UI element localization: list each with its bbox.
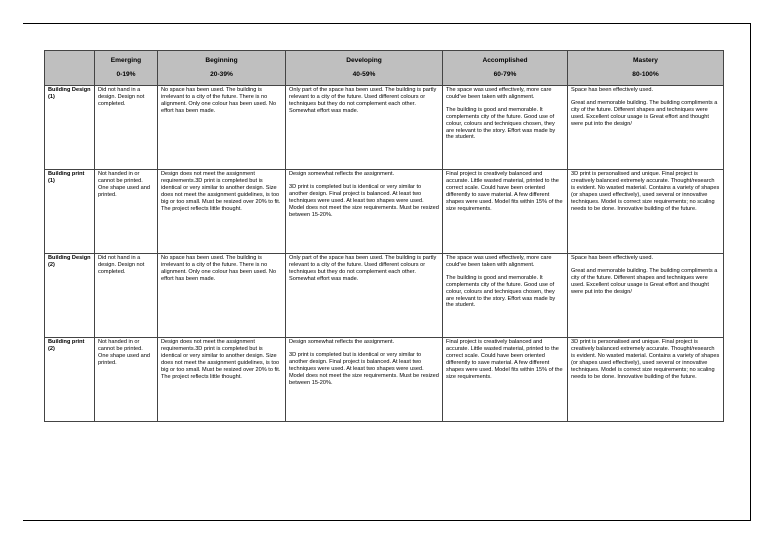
cell-paragraph: 3D print is personalised and unique. Final project is creatively balanced extremely accurate. Thought/research is evident. No wasted material. Contains a variety of shapes (or shapes used effectively), used several or innovative techniques. Model is correct size requirements; no scaling needs to be done. Innovative building of the future. [571, 171, 720, 212]
rubric-body [45, 86, 724, 422]
rubric-cell [568, 338, 724, 422]
header-corner [45, 51, 95, 86]
rubric-cell [286, 86, 443, 170]
cell-paragraph: 3D print is completed but is identical or very similar to another design. Final project is balanced. At least two techniques were used. At least two shapes were used. Model does not meet the size requirements. Must be resized between 15-20%. [289, 183, 439, 218]
rubric-cell [568, 86, 724, 170]
cell-paragraph: Final project is creatively balanced and accurate. Little wasted material, printed to the correct scale. Could have been oriented differently to save material. A few different shapes were used. Model fits within 15% of the size requirements. [446, 171, 563, 212]
cell-paragraph: Great and memorable building. The building compliments a city of the future. Different shapes and techniques were used. Excellent colour usage is Great effort and thought were put into the design/ [571, 99, 718, 127]
rubric-cell [443, 170, 568, 254]
cell-paragraph: The space was used effectively, more care could've been taken with alignment. [446, 87, 552, 100]
header-emerging [95, 51, 158, 86]
header-accomplished [443, 51, 568, 86]
rubric-cell [443, 86, 568, 170]
cell-paragraph: Design somewhat reflects the assignment. [289, 339, 395, 345]
cell-paragraph: Space has been effectively used. [571, 87, 653, 93]
rubric-cell [95, 170, 158, 254]
rubric-cell [568, 254, 724, 338]
cell-paragraph: Great and memorable building. The building compliments a city of the future. Different shapes and techniques were used. Excellent colour usage is Great effort and thought were put into the design/ [571, 267, 718, 295]
header-beginning [158, 51, 286, 86]
cell-paragraph: No space has been used. The building is irrelevant to a city of the future. There is no alignment. Only one colour has been used. No effort has been made. [161, 87, 277, 114]
row-label: Building Design (1) [45, 86, 95, 170]
level-name: Beginning [205, 57, 238, 64]
cell-paragraph: The building is good and memorable. It complements city of the future. Good use of colour, colours and techniques chosen, they are relevant to the story. Effort was made by the student. [446, 274, 556, 309]
table-row [45, 338, 724, 422]
rubric-cell [443, 338, 568, 422]
cell-paragraph: Did not hand in a design. Design not completed. [98, 255, 145, 275]
rubric-table [44, 50, 724, 422]
rubric-cell [95, 254, 158, 338]
cell-paragraph: 3D print is completed but is identical or very similar to another design. Final project is balanced. At least two techniques were used. At least two shapes were used. Model does not meet the size requirements. Must be resized between 15-20%. [289, 351, 439, 386]
cell-paragraph: Not handed in or cannot be printed. One shape used and printed. [98, 339, 150, 366]
cell-paragraph: Only part of the space has been used. The building is partly relevant to a city of the future. Used different colours or techniques but they do not complement each other. Somewhat effort was made. [289, 255, 437, 282]
table-row [45, 254, 724, 338]
row-label: Building print (2) [45, 338, 95, 422]
rubric-cell [95, 86, 158, 170]
cell-paragraph: Design does not meet the assignment requirements.3D print is completed but is identical or very similar to another design. Size does not meet the assignment guidelines, is too big or too small. Must be resized over 20% to fit. The project reflects little thought. [161, 339, 281, 380]
table-row [45, 86, 724, 170]
rubric-cell [568, 170, 724, 254]
cell-paragraph: Final project is creatively balanced and accurate. Little wasted material, printed to the correct scale. Could have been oriented differently to save material. A few different shapes were used. Model fits within 15% of the size requirements. [446, 339, 563, 380]
cell-paragraph: The space was used effectively, more care could've been taken with alignment. [446, 255, 552, 268]
table-row [45, 170, 724, 254]
cell-paragraph: Did not hand in a design. Design not completed. [98, 87, 145, 107]
cell-paragraph: 3D print is personalised and unique. Final project is creatively balanced extremely accurate. Thought/research is evident. No wasted material. Contains a variety of shapes (or shapes used effectively), used several or innovative techniques. Model is correct size requirements; no scaling needs to be done. Innovative building of the future. [571, 339, 720, 380]
cell-paragraph: Design somewhat reflects the assignment. [289, 171, 395, 177]
rubric-cell [95, 338, 158, 422]
header-row [45, 51, 724, 86]
header-mastery [568, 51, 724, 86]
rubric-cell [286, 338, 443, 422]
rubric-cell [158, 86, 286, 170]
level-range: 80-100% [632, 71, 659, 78]
level-name: Developing [346, 57, 382, 64]
cell-paragraph: Not handed in or cannot be printed. One shape used and printed. [98, 171, 150, 198]
rubric-cell [158, 338, 286, 422]
cell-paragraph: Space has been effectively used. [571, 255, 653, 261]
rubric-cell [158, 254, 286, 338]
level-range: 20-39% [210, 71, 233, 78]
rubric-cell [443, 254, 568, 338]
rubric-cell [286, 170, 443, 254]
level-name: Accomplished [482, 57, 528, 64]
level-name: Emerging [110, 57, 142, 64]
cell-paragraph: The building is good and memorable. It complements city of the future. Good use of colour, colours and techniques chosen, they are relevant to the story. Effort was made by the student. [446, 106, 556, 141]
cell-paragraph: No space has been used. The building is irrelevant to a city of the future. There is no alignment. Only one colour has been used. No effort has been made. [161, 255, 277, 282]
row-label: Building Design (2) [45, 254, 95, 338]
level-range: 40-59% [352, 71, 376, 78]
row-label: Building print (1) [45, 170, 95, 254]
header-developing [286, 51, 443, 86]
rubric-cell [158, 170, 286, 254]
cell-paragraph: Only part of the space has been used. The building is partly relevant to a city of the future. Used different colours or techniques but they do not complement each other. Somewhat effort was made. [289, 87, 437, 114]
level-name: Mastery [633, 57, 658, 64]
level-range: 60-79% [493, 71, 517, 78]
rubric-cell [286, 254, 443, 338]
cell-paragraph: Design does not meet the assignment requirements.3D print is completed but is identical or very similar to another design. Size does not meet the assignment guidelines, is too big or too small. Must be resized over 20% to fit. The project reflects little thought. [161, 171, 281, 212]
level-range: 0-19% [116, 71, 136, 78]
